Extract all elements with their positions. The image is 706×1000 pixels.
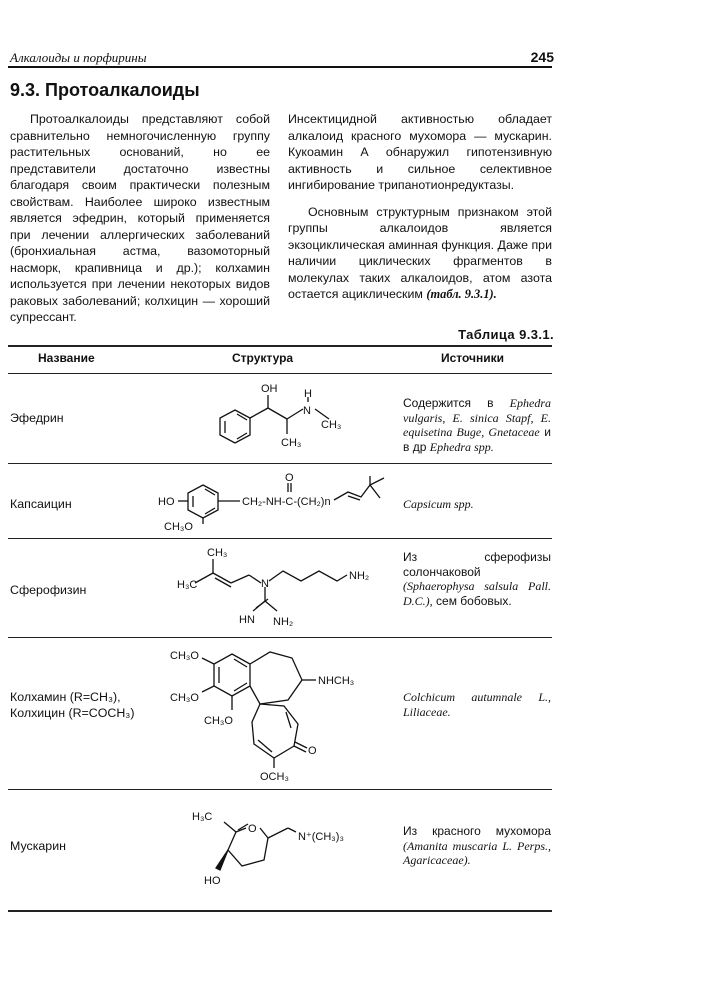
right-paragraph-1: Инсектицидной активностью обладает алкалоид красного мухомора — мускарин. Кукоамин А обнаружил гипотензивную активность и сильное селективное ингибирование трипанотионредуктазы. — [288, 112, 552, 192]
colchicine-label: CH₃O — [170, 692, 199, 704]
sphaerophysine-label: H₃C — [177, 579, 198, 591]
table-header-rule — [8, 373, 552, 374]
ephedrine-label: OH — [261, 383, 278, 395]
sphaerophysine-structure — [175, 543, 375, 633]
left-column — [10, 111, 270, 326]
capsaicin-label: HO — [158, 496, 175, 508]
colchicine-label: OCH₃ — [260, 771, 289, 783]
row-name-colchicine: Колхамин (R=CH₃), Колхицин (R=COCH₃) — [10, 690, 135, 720]
colchicine-label: NHCH₃ — [318, 675, 355, 687]
row-source-muscarine: Из красного мухомора (Amanita muscaria L. Perps., Agaricaceae). — [403, 824, 551, 867]
running-title: Алкалоиды и порфирины — [10, 50, 147, 65]
row-name-capsaicin: Капсаицин — [10, 497, 72, 511]
capsaicin-label: CH₂-NH-C-(CH₂)n — [242, 496, 331, 508]
capsaicin-label: O — [285, 472, 294, 484]
column-header-structure: Структура — [232, 351, 294, 365]
row-source-sphaerophysine: Из сферофизы солончаковой (Sphaerophysa salsula Pall. D.C.), сем бобовых. — [403, 550, 551, 608]
muscarine-label: O — [248, 823, 257, 835]
ephedrine-label: H — [304, 388, 312, 400]
muscarine-structure — [190, 800, 380, 896]
sphaerophysine-label: NH₂ — [349, 570, 370, 582]
row-divider — [8, 637, 552, 638]
row-source-ephedrine: Содержится в Ephedra vulgaris, E. sinica Stapf, E. equisetina Buge, Gnetaceae и в др Ephedra spp. — [403, 396, 551, 454]
table-bottom-rule — [8, 910, 552, 912]
row-divider — [8, 789, 552, 790]
stereo-wedge — [216, 850, 228, 870]
colchicine-label: O — [308, 745, 317, 757]
left-paragraph: Протоалкалоиды представляют собой сравнительно немногочисленную группу растительных оснований, но ее представители достаточно известны благодаря своим практически полезным свойствам. Наиболее широко известным является эфедрин, который применяется при лечении аллергических заболеваний (бронхиальная астма, вазомоторный насморк, крапивница и др.); колхамин используется при лечении некоторых видов раковых заболеваний; колхицин — хороший супрессант. — [10, 112, 270, 324]
column-header-sources: Источники — [441, 351, 505, 365]
ephedrine-structure — [205, 378, 365, 460]
row-name-muscarine: Мускарин — [10, 839, 66, 853]
ephedrine-label: N — [303, 405, 311, 417]
sphaerophysine-label: NH₂ — [273, 616, 294, 628]
row-source-capsaicin: Capsicum spp. — [403, 497, 474, 511]
sphaerophysine-label: CH₃ — [207, 547, 228, 559]
right-paragraph-2 — [288, 204, 552, 303]
ephedrine-label: CH₃ — [281, 437, 302, 449]
thf-ring — [228, 832, 268, 866]
section-title: 9.3. Протоалкалоиды — [10, 80, 200, 100]
row-name-sphaerophysine: Сферофизин — [10, 583, 87, 597]
table-caption: Таблица 9.3.1. — [458, 327, 554, 342]
capsaicin-label: CH₃O — [164, 521, 193, 533]
table-reference: (табл. 9.3.1). — [426, 287, 497, 301]
column-header-name: Название — [38, 351, 95, 365]
header-rule — [8, 66, 552, 68]
colchicine-label: CH₃O — [204, 715, 233, 727]
muscarine-label: HO — [204, 875, 221, 887]
sphaerophysine-label: HN — [239, 614, 255, 626]
tropolone-ring — [252, 704, 298, 758]
row-divider — [8, 538, 552, 539]
page-number: 245 — [530, 49, 554, 65]
row-divider — [8, 463, 552, 464]
ephedrine-label: CH₃ — [321, 419, 342, 431]
right-paragraph-2-text: Основным структурным признаком этой группы алкалоидов является экзоциклическая аминная функция. Даже при наличии циклических фрагментов в молекулах таких алкалоидов, атом азота остается ациклическим — [288, 204, 552, 301]
muscarine-label: N⁺(CH₃)₃ — [298, 831, 344, 843]
muscarine-label: H₃C — [192, 811, 213, 823]
sphaerophysine-label: N — [261, 578, 269, 590]
colchicine-structure — [166, 640, 386, 786]
row-name-ephedrine: Эфедрин — [10, 411, 64, 425]
right-column — [288, 111, 552, 303]
capsaicin-structure — [158, 468, 398, 536]
colchicine-label: CH₃O — [170, 650, 199, 662]
row-source-colchicine: Colchicum autumnale L., Liliaceae. — [403, 690, 551, 719]
table-top-rule — [8, 345, 552, 347]
